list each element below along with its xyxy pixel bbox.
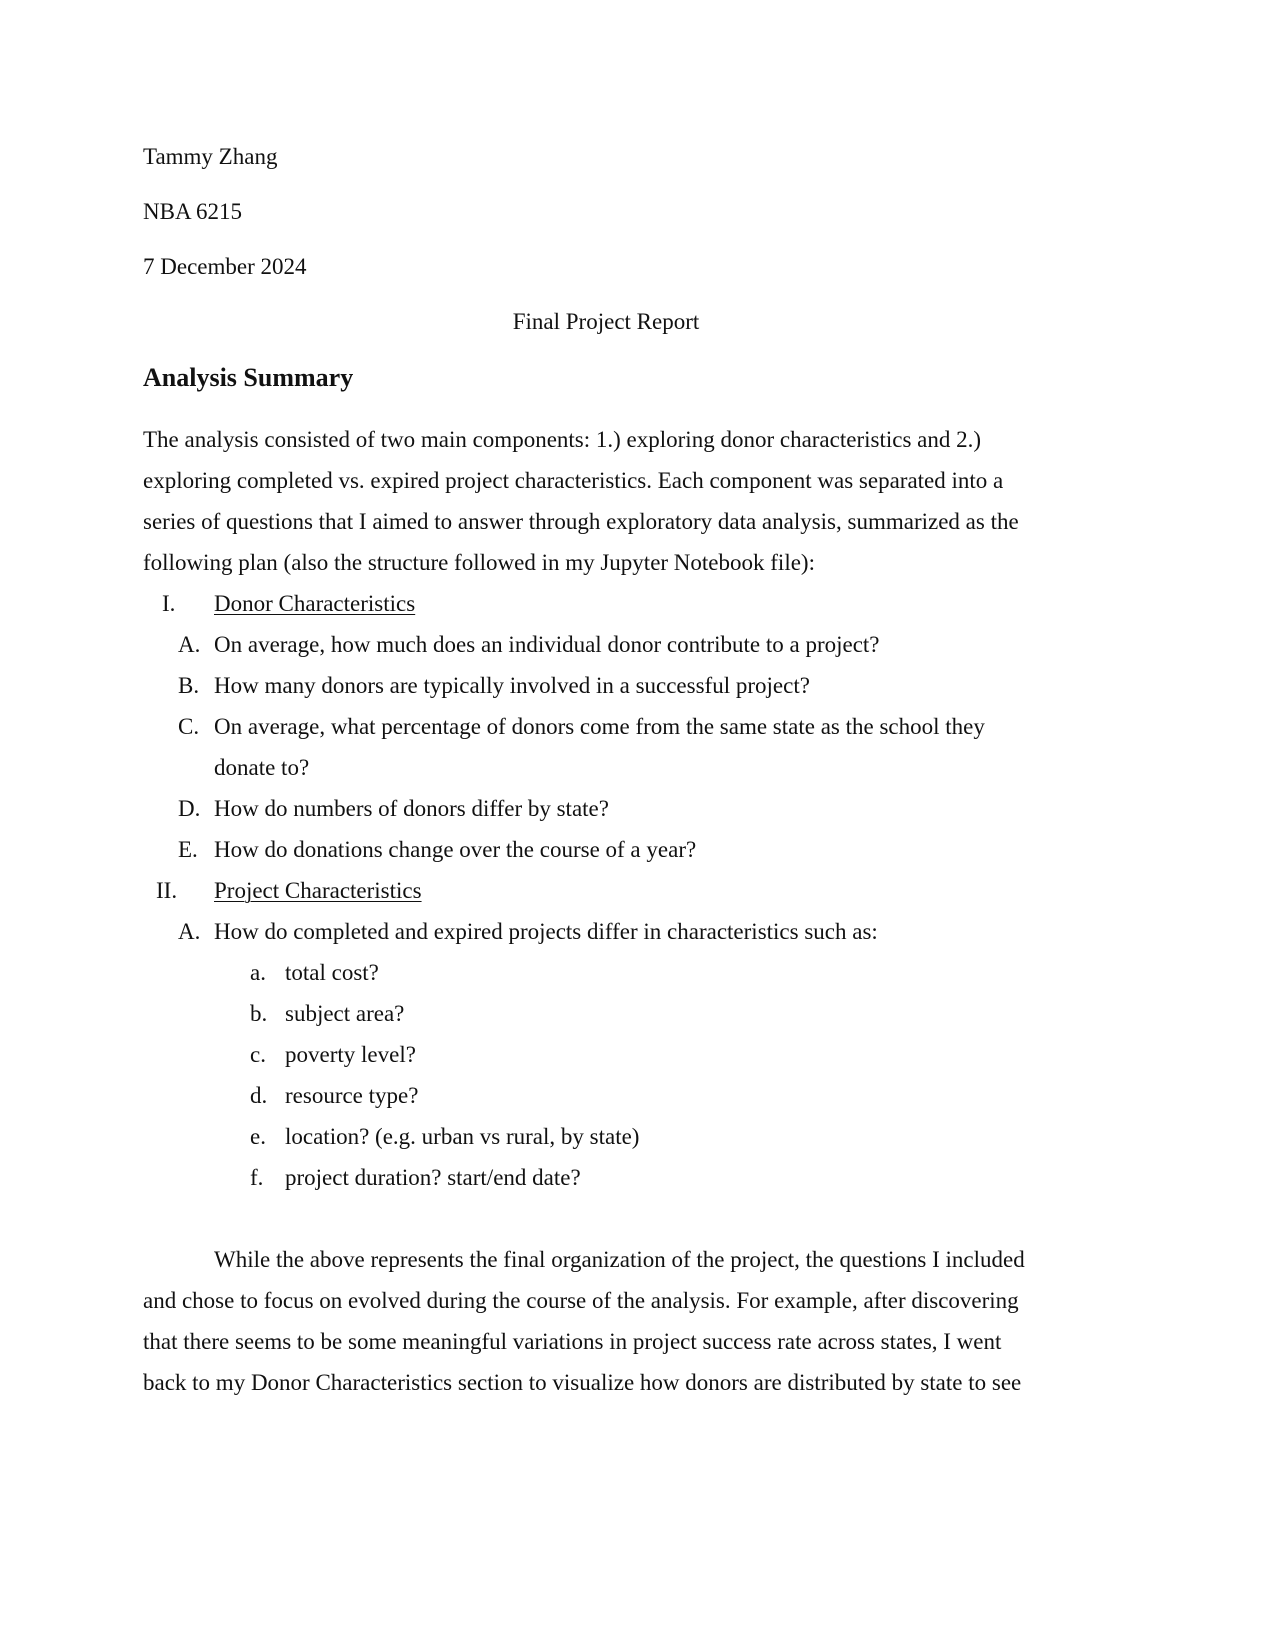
intro-line: following plan (also the structure followed in my Jupyter Notebook file): [143,550,815,575]
outline-section-title: Project Characteristics [214,878,422,903]
sublist-item: resource type? [285,1083,419,1108]
paragraph-line: back to my Donor Characteristics section to visualize how donors are distributed by state to see [143,1370,1022,1395]
list-item: How do numbers of donors differ by state? [214,796,609,821]
list-item: How many donors are typically involved in a successful project? [214,673,810,698]
outline-numeral: I. [162,591,176,616]
paragraph-line: that there seems to be some meaningful variations in project success rate across states, I went [143,1329,1002,1354]
sublist-marker: e. [250,1124,266,1149]
outline-numeral: II. [156,878,178,903]
report-date: 7 December 2024 [143,254,307,279]
sublist-marker: c. [250,1042,266,1067]
sublist-item: location? (e.g. urban vs rural, by state) [285,1124,640,1149]
author-name: Tammy Zhang [143,144,278,169]
outline-section-title: Donor Characteristics [214,591,416,616]
document-title: Final Project Report [512,309,700,334]
list-item: How do completed and expired projects differ in characteristics such as: [214,919,878,944]
sublist-marker: b. [250,1001,268,1026]
sublist-item: poverty level? [285,1042,416,1067]
list-item: On average, what percentage of donors come from the same state as the school they [214,714,985,739]
paragraph-line: and chose to focus on evolved during the course of the analysis. For example, after discovering [143,1288,1019,1313]
list-item: On average, how much does an individual donor contribute to a project? [214,632,880,657]
sublist-item: subject area? [285,1001,405,1026]
list-marker: A. [178,632,201,657]
paragraph-line: While the above represents the final organization of the project, the questions I included [214,1247,1025,1272]
sublist-item: total cost? [285,960,379,985]
intro-line: series of questions that I aimed to answer through exploratory data analysis, summarized as the [143,509,1019,534]
list-item-continuation: donate to? [214,755,310,780]
list-marker: A. [178,919,201,944]
section-heading: Analysis Summary [143,363,354,392]
course-code: NBA 6215 [143,199,243,224]
intro-line: exploring completed vs. expired project characteristics. Each component was separated into a [143,468,1004,493]
list-marker: E. [178,837,198,862]
list-marker: D. [178,796,201,821]
list-marker: C. [178,714,200,739]
intro-line: The analysis consisted of two main components: 1.) exploring donor characteristics and 2.) [143,427,982,452]
sublist-marker: f. [250,1165,264,1190]
list-marker: B. [178,673,200,698]
sublist-marker: d. [250,1083,268,1108]
sublist-item: project duration? start/end date? [285,1165,581,1190]
sublist-marker: a. [250,960,266,985]
list-item: How do donations change over the course of a year? [214,837,697,862]
